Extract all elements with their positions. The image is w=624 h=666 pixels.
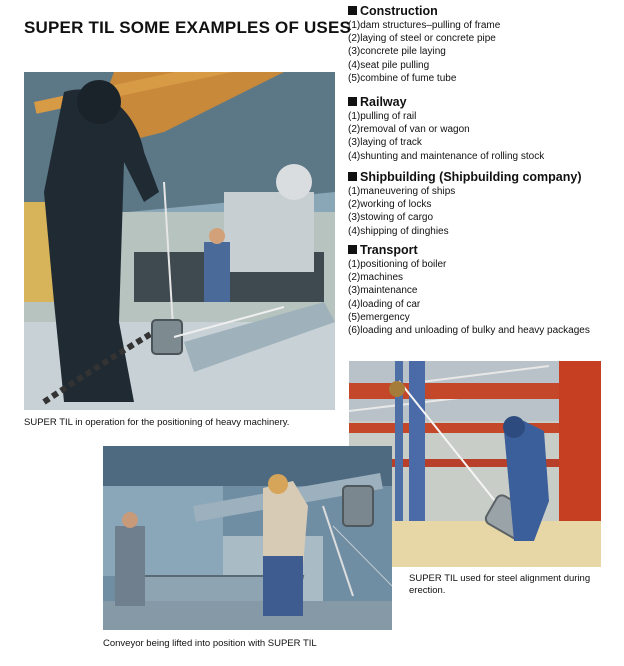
list-item: (1)positioning of boiler: [348, 259, 447, 270]
list-item: (4)seat pile pulling: [348, 59, 430, 71]
list-item: (4)shipping of dinghies: [348, 225, 449, 237]
list-item: (3)laying of track: [348, 137, 422, 149]
list-item: (1)pulling of rail: [348, 111, 417, 122]
list-item: (2)working of locks: [348, 199, 432, 211]
square-bullet-icon: [348, 245, 357, 254]
list-item: (5)emergency: [348, 311, 410, 323]
section-heading: Transport: [348, 243, 618, 258]
list-item: (3)maintenance: [348, 285, 418, 297]
list-item: (5)combine of fume tube: [348, 72, 457, 84]
square-bullet-icon: [348, 172, 357, 181]
list-item: (2)removal of van or wagon: [348, 124, 470, 136]
section-heading: Shipbuilding (Shipbuilding company): [348, 170, 618, 185]
section-construction: [348, 4, 618, 85]
list-item: (3)stowing of cargo: [348, 212, 434, 224]
section-transport: [348, 243, 618, 337]
section-heading: Construction: [348, 4, 618, 19]
list-item: (6)loading and unloading of bulky and heavy packages: [348, 325, 590, 337]
section-shipbuilding: [348, 170, 618, 238]
list-item: (2)laying of steel or concrete pipe: [348, 33, 496, 45]
square-bullet-icon: [348, 6, 357, 15]
list-item: (4)shunting and maintenance of rolling stock: [348, 150, 545, 162]
use-list: [348, 258, 618, 337]
use-list: [348, 110, 618, 163]
list-item: (3)concrete pile laying: [348, 46, 446, 58]
section-railway: [348, 95, 618, 163]
conveyor-illustration: [103, 446, 392, 630]
steel-caption: SUPER TIL used for steel alignment during erection.: [409, 573, 591, 596]
use-list: [348, 19, 618, 85]
page-title: SUPER TIL SOME EXAMPLES OF USES: [24, 18, 352, 37]
list-item: (1)maneuvering of ships: [348, 186, 456, 197]
conveyor-caption: Conveyor being lifted into position with SUPER TIL: [103, 638, 317, 649]
section-heading: Railway: [348, 95, 618, 110]
list-item: (2)machines: [348, 272, 404, 284]
use-list: [348, 185, 618, 238]
list-item: (4)loading of car: [348, 298, 421, 310]
machinery-illustration: [24, 72, 335, 410]
machinery-caption: SUPER TIL in operation for the positioning of heavy machinery.: [24, 417, 290, 428]
list-item: (1)dam structures–pulling of frame: [348, 20, 501, 31]
square-bullet-icon: [348, 97, 357, 106]
